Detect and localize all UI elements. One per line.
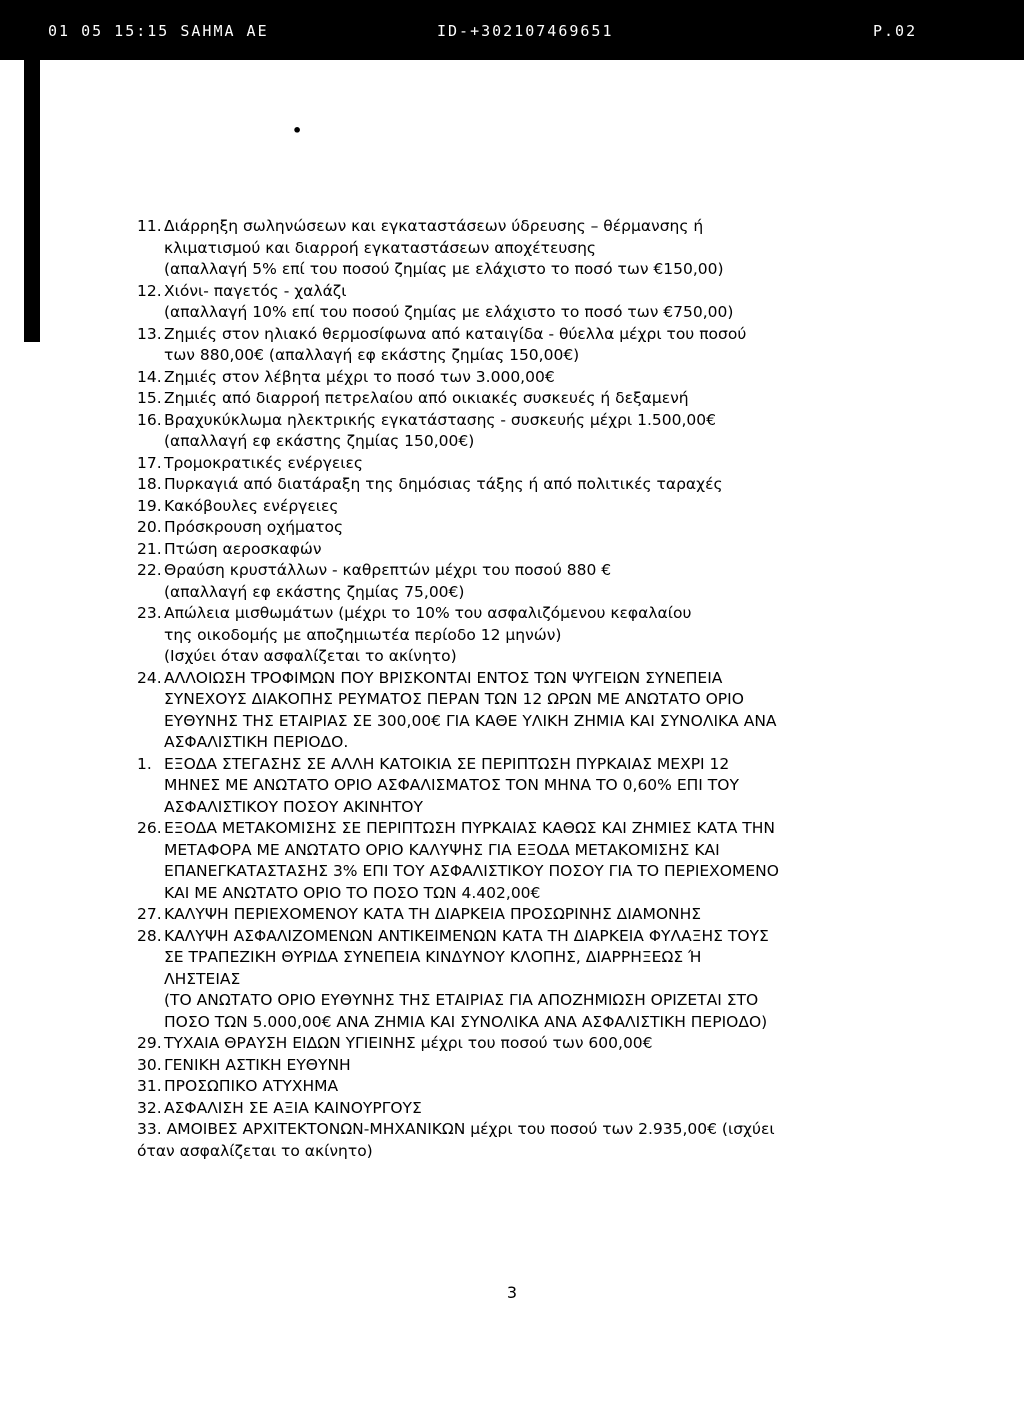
coverage-item-line: ΕΥΘΥΝΗΣ ΤΗΣ ΕΤΑΙΡΙΑΣ ΣΕ 300,00€ ΓΙΑ ΚΑΘΕ ΥΛΙΚΗ ΖΗΜΙΑ ΚΑΙ ΣΥΝΟΛΙΚΑ ΑΝΑ bbox=[164, 711, 777, 730]
coverage-item bbox=[0, 1033, 1024, 1055]
coverage-item bbox=[0, 324, 1024, 367]
coverage-item-number: 17. bbox=[137, 453, 162, 472]
coverage-item bbox=[0, 1098, 1024, 1120]
coverage-item-line: Θραύση κρυστάλλων - καθρεπτών μέχρι του ποσού 880 € bbox=[164, 561, 612, 579]
coverage-item-line: (ΤΟ ΑΝΩΤΑΤΟ ΟΡΙΟ ΕΥΘΥΝΗΣ ΤΗΣ ΕΤΑΙΡΙΑΣ ΓΙΑ ΑΠΟΖΗΜΙΩΣΗ ΟΡΙΖΕΤΑΙ ΣΤΟ bbox=[164, 991, 759, 1009]
coverage-item-line: (απαλλαγή εφ εκάστης ζημίας 150,00€) bbox=[164, 432, 475, 450]
coverage-item-line: ΑΣΦΑΛΙΣΤΙΚΗ ΠΕΡΙΟΔΟ. bbox=[164, 733, 349, 751]
coverage-item-text bbox=[137, 1119, 984, 1141]
coverage-item-line: Ζημιές από διαρροή πετρελαίου από οικιακές συσκευές ή δεξαμενή bbox=[164, 389, 689, 407]
coverage-item-line: Χιόνι- παγετός - χαλάζι bbox=[164, 281, 347, 300]
coverage-item-line: Ζημιές στον ηλιακό θερμοσίφωνα από καταιγίδα - θύελλα μέχρι του ποσού bbox=[164, 324, 747, 343]
coverage-item-line: ΣΥΝΕΧΟΥΣ ΔΙΑΚΟΠΗΣ ΡΕΥΜΑΤΟΣ ΠΕΡΑΝ ΤΩΝ 12 ΩΡΩΝ ΜΕ ΑΝΩΤΑΤΟ ΟΡΙΟ bbox=[164, 690, 744, 708]
coverage-item bbox=[0, 904, 1024, 926]
coverage-item-line: ΣΕ ΤΡΑΠΕΖΙΚΗ ΘΥΡΙΔΑ ΣΥΝΕΠΕΙΑ ΚΙΝΔΥΝΟΥ ΚΛΟΠΗΣ, ΔΙΑΡΡΗΞΕΩΣ Ή bbox=[164, 948, 702, 966]
coverage-list bbox=[0, 216, 1024, 1162]
coverage-item-line: κλιματισμού και διαρροή εγκαταστάσεων αποχέτευσης bbox=[164, 238, 597, 257]
coverage-item bbox=[0, 926, 1024, 1034]
coverage-item-continuation: όταν ασφαλίζεται το ακίνητο) bbox=[137, 1141, 373, 1160]
coverage-item bbox=[0, 453, 1024, 475]
coverage-item-number: 1. bbox=[137, 754, 152, 773]
coverage-item-number: 23. bbox=[137, 604, 162, 622]
coverage-item-number: 26. bbox=[137, 819, 162, 837]
coverage-item bbox=[0, 818, 1024, 904]
coverage-item bbox=[0, 668, 1024, 754]
coverage-item-number: 22. bbox=[137, 561, 162, 579]
coverage-item-line: Ζημιές στον λέβητα μέχρι το ποσό των 3.000,00€ bbox=[164, 367, 555, 386]
coverage-item-line: ΚΑΛΥΨΗ ΑΣΦΑΛΙΖΟΜΕΝΩΝ ΑΝΤΙΚΕΙΜΕΝΩΝ ΚΑΤΑ ΤΗ ΔΙΑΡΚΕΙΑ ΦΥΛΑΞΗΣ ΤΟΥΣ bbox=[164, 926, 769, 945]
coverage-item-number: 20. bbox=[137, 518, 162, 536]
scan-mark: • bbox=[292, 121, 303, 140]
coverage-item-line: της οικοδομής με αποζημιωτέα περίοδο 12 μηνών) bbox=[164, 625, 562, 644]
coverage-item-line: Πρόσκρουση οχήματος bbox=[164, 518, 344, 536]
coverage-item-number: 32. bbox=[137, 1098, 162, 1117]
coverage-item-line: ΤΥΧΑΙΑ ΘΡΑΥΣΗ ΕΙΔΩΝ ΥΓΙΕΙΝΗΣ μέχρι του ποσού των 600,00€ bbox=[164, 1034, 653, 1052]
coverage-item-line: Πτώση αεροσκαφών bbox=[164, 539, 322, 558]
coverage-item-line: (απαλλαγή 10% επί του ποσού ζημίας με ελάχιστο το ποσό των €750,00) bbox=[164, 303, 734, 321]
coverage-item-number: 30. bbox=[137, 1055, 162, 1074]
coverage-item-line: ΕΞΟΔΑ ΣΤΕΓΑΣΗΣ ΣΕ ΑΛΛΗ ΚΑΤΟΙΚΙΑ ΣΕ ΠΕΡΙΠΤΩΣΗ ΠΥΡΚΑΙΑΣ ΜΕΧΡΙ 12 bbox=[164, 754, 730, 773]
coverage-item-line: ΠΟΣΟ ΤΩΝ 5.000,00€ ΑΝΑ ΖΗΜΙΑ ΚΑΙ ΣΥΝΟΛΙΚΑ ΑΝΑ ΑΣΦΑΛΙΣΤΙΚΗ ΠΕΡΙΟΔΟ) bbox=[164, 1012, 768, 1031]
coverage-item-number: 27. bbox=[137, 905, 162, 923]
coverage-item-line: ΓΕΝΙΚΗ ΑΣΤΙΚΗ ΕΥΘΥΝΗ bbox=[164, 1055, 351, 1074]
coverage-item bbox=[0, 1055, 1024, 1077]
coverage-item bbox=[0, 281, 1024, 324]
fax-header-id: ID-+302107469651 bbox=[437, 22, 614, 40]
coverage-item-number: 15. bbox=[137, 389, 162, 407]
coverage-item-line: ΑΣΦΑΛΙΣΤΙΚΟΥ ΠΟΣΟΥ ΑΚΙΝΗΤΟΥ bbox=[164, 797, 423, 816]
coverage-item-line: Διάρρηξη σωληνώσεων και εγκαταστάσεων ύδρευσης – θέρμανσης ή bbox=[164, 217, 704, 235]
coverage-item-line: (Ισχύει όταν ασφαλίζεται το ακίνητο) bbox=[164, 647, 457, 665]
coverage-item bbox=[0, 1119, 1024, 1162]
coverage-item bbox=[0, 603, 1024, 668]
coverage-item-number: 33. bbox=[137, 1120, 162, 1138]
coverage-item-line: των 880,00€ (απαλλαγή εφ εκάστης ζημίας 150,00€) bbox=[164, 346, 580, 364]
coverage-item-line: ΑΛΛΟΙΩΣΗ ΤΡΟΦΙΜΩΝ ΠΟΥ ΒΡΙΣΚΟΝΤΑΙ ΕΝΤΟΣ ΤΩΝ ΨΥΓΕΙΩΝ ΣΥΝΕΠΕΙΑ bbox=[164, 668, 723, 687]
coverage-item-line: ΕΠΑΝΕΓΚΑΤΑΣΤΑΣΗΣ 3% ΕΠΙ ΤΟΥ ΑΣΦΑΛΙΣΤΙΚΟΥ ΠΟΣΟΥ ΓΙΑ ΤΟ ΠΕΡΙΕΧΟΜΕΝΟ bbox=[164, 862, 779, 880]
coverage-item bbox=[0, 539, 1024, 561]
coverage-item-line: ΑΜΟΙΒΕΣ ΑΡΧΙΤΕΚΤΟΝΩΝ-ΜΗΧΑΝΙΚΩΝ μέχρι του ποσού των 2.935,00€ (ισχύει bbox=[166, 1120, 775, 1138]
coverage-item-line: Κακόβουλες ενέργειες bbox=[164, 496, 339, 515]
coverage-item bbox=[0, 367, 1024, 389]
coverage-item-number: 24. bbox=[137, 668, 162, 687]
coverage-item bbox=[0, 388, 1024, 410]
page-number: 3 bbox=[506, 1283, 518, 1302]
coverage-item-line: ΜΕΤΑΦΟΡΑ ΜΕ ΑΝΩΤΑΤΟ ΟΡΙΟ ΚΑΛΥΨΗΣ ΓΙΑ ΕΞΟΔΑ ΜΕΤΑΚΟΜΙΣΗΣ ΚΑΙ bbox=[164, 840, 720, 859]
coverage-item bbox=[0, 216, 1024, 281]
coverage-item-line: ΜΗΝΕΣ ΜΕ ΑΝΩΤΑΤΟ ΟΡΙΟ ΑΣΦΑΛΙΣΜΑΤΟΣ ΤΟΝ ΜΗΝΑ ΤΟ 0,60% ΕΠΙ ΤΟΥ bbox=[164, 776, 739, 794]
coverage-item-number: 14. bbox=[137, 367, 162, 386]
coverage-item-number: 18. bbox=[137, 475, 162, 493]
coverage-item-number: 31. bbox=[137, 1077, 162, 1095]
coverage-item-line: ΛΗΣΤΕΙΑΣ bbox=[164, 969, 241, 988]
coverage-item-number: 12. bbox=[137, 281, 162, 300]
coverage-item bbox=[0, 1076, 1024, 1098]
coverage-item-line: Απώλεια μισθωμάτων (μέχρι το 10% του ασφαλιζόμενου κεφαλαίου bbox=[164, 604, 692, 622]
coverage-item bbox=[0, 474, 1024, 496]
coverage-item-line: Πυρκαγιά από διατάραξη της δημόσιας τάξης ή από πολιτικές ταραχές bbox=[164, 475, 723, 493]
coverage-item-line: ΚΑΛΥΨΗ ΠΕΡΙΕΧΟΜΕΝΟΥ ΚΑΤΑ ΤΗ ΔΙΑΡΚΕΙΑ ΠΡΟΣΩΡΙΝΗΣ ΔΙΑΜΟΝΗΣ bbox=[164, 905, 702, 923]
coverage-item-number: 21. bbox=[137, 539, 162, 558]
coverage-item-line: ΑΣΦΑΛΙΣΗ ΣΕ ΑΞΙΑ ΚΑΙΝΟΥΡΓΟΥΣ bbox=[164, 1098, 422, 1117]
coverage-item-line: Τρομοκρατικές ενέργειες bbox=[164, 453, 363, 472]
coverage-item-number: 28. bbox=[137, 926, 162, 945]
coverage-item-line: ΠΡΟΣΩΠΙΚΟ ΑΤΥΧΗΜΑ bbox=[164, 1077, 339, 1095]
coverage-item-line: ΕΞΟΔΑ ΜΕΤΑΚΟΜΙΣΗΣ ΣΕ ΠΕΡΙΠΤΩΣΗ ΠΥΡΚΑΙΑΣ ΚΑΘΩΣ ΚΑΙ ΖΗΜΙΕΣ ΚΑΤΑ ΤΗΝ bbox=[164, 819, 776, 837]
coverage-item-number: 13. bbox=[137, 324, 162, 343]
coverage-item bbox=[0, 754, 1024, 819]
coverage-item-line: ΚΑΙ ΜΕ ΑΝΩΤΑΤΟ ΟΡΙΟ ΤΟ ΠΟΣΟ ΤΩΝ 4.402,00€ bbox=[164, 883, 541, 902]
coverage-item-line: Βραχυκύκλωμα ηλεκτρικής εγκατάστασης - συσκευής μέχρι 1.500,00€ bbox=[164, 410, 716, 429]
coverage-item bbox=[0, 410, 1024, 453]
fax-header-page: P.02 bbox=[873, 22, 918, 40]
coverage-item-number: 16. bbox=[137, 410, 162, 429]
coverage-item-number: 19. bbox=[137, 496, 162, 515]
coverage-item-number: 11. bbox=[137, 217, 162, 235]
coverage-item-line: (απαλλαγή 5% επί του ποσού ζημίας με ελάχιστο το ποσό των €150,00) bbox=[164, 260, 724, 278]
coverage-item bbox=[0, 517, 1024, 539]
fax-header-date-sender: 01 05 15:15 SAHMA AE bbox=[48, 22, 269, 40]
coverage-item bbox=[0, 560, 1024, 603]
coverage-item-number: 29. bbox=[137, 1034, 162, 1052]
fax-header bbox=[0, 0, 1024, 60]
coverage-item bbox=[0, 496, 1024, 518]
coverage-item-line: (απαλλαγή εφ εκάστης ζημίας 75,00€) bbox=[164, 582, 465, 601]
